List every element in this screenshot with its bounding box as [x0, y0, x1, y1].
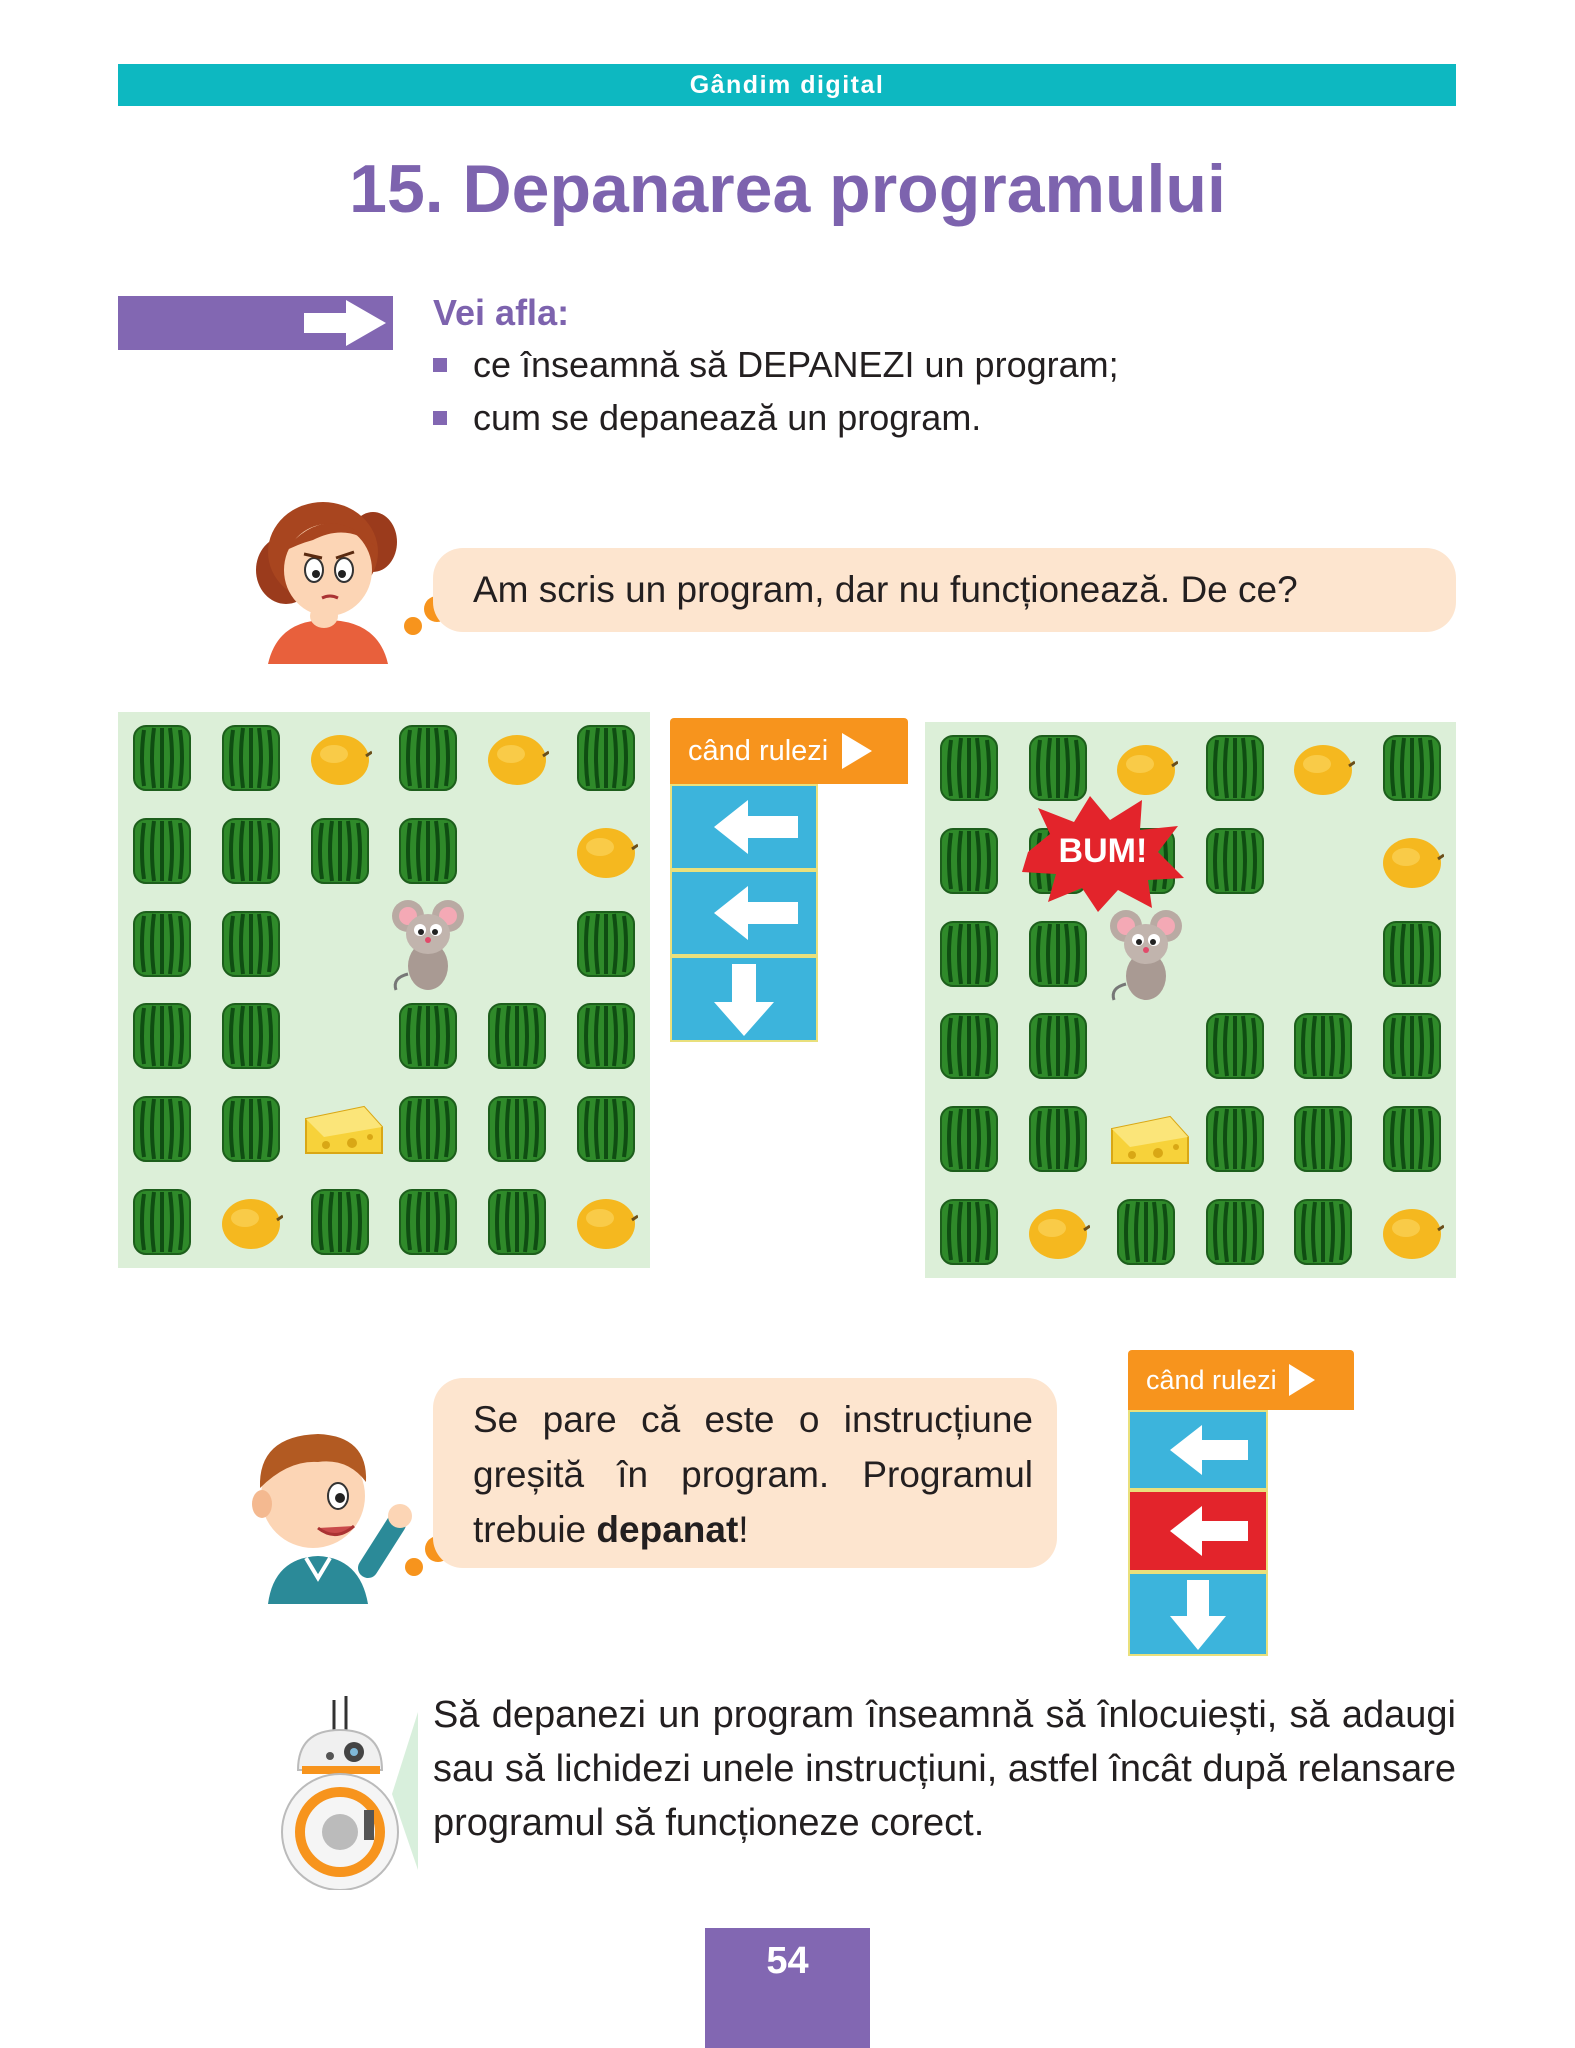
watermelon-icon [485, 1093, 549, 1165]
code-program-debugged [1128, 1350, 1358, 1660]
code-block-left [670, 784, 818, 870]
robot-illustration [268, 1694, 428, 1890]
cheese-icon [304, 1093, 384, 1165]
game-board-after [925, 722, 1456, 1278]
code-program-initial [670, 718, 910, 1038]
code-start-block [670, 718, 908, 784]
code-block-left [670, 870, 818, 956]
watermelon-icon [937, 732, 1001, 804]
melon-icon [308, 722, 372, 794]
objective-text: cum se depanează un program. [473, 397, 982, 438]
melon-icon [485, 722, 549, 794]
arrow-right-icon [118, 296, 393, 350]
watermelon-icon [396, 815, 460, 887]
arrow-down-icon [1130, 1574, 1266, 1654]
watermelon-icon [396, 1093, 460, 1165]
watermelon-icon [219, 908, 283, 980]
crash-burst-icon [1018, 792, 1188, 912]
watermelon-icon [485, 1000, 549, 1072]
watermelon-icon [130, 908, 194, 980]
arrow-left-icon [672, 872, 816, 954]
watermelon-icon [1380, 918, 1444, 990]
code-start-label: când rulezi [1146, 1364, 1277, 1395]
mouse-icon [388, 894, 468, 994]
watermelon-icon [130, 1000, 194, 1072]
watermelon-icon [1380, 1103, 1444, 1175]
watermelon-icon [396, 1000, 460, 1072]
melon-icon [1380, 1196, 1444, 1268]
crash-label: BUM! [1058, 832, 1148, 870]
watermelon-icon [1203, 732, 1267, 804]
girl-speech-bubble [433, 548, 1456, 632]
boy-speech-bold: depanat [596, 1509, 739, 1550]
arrow-left-icon [1130, 1492, 1266, 1570]
watermelon-icon [1026, 918, 1090, 990]
objective-item [433, 344, 1119, 386]
bullet-icon [433, 411, 447, 425]
thought-dot-small [405, 1558, 423, 1576]
watermelon-icon [1203, 825, 1267, 897]
melon-icon [219, 1186, 283, 1258]
play-icon [1287, 1362, 1317, 1398]
learn-heading: Vei afla: [433, 292, 570, 333]
page-number-box [705, 1928, 870, 2048]
code-start-label: când rulezi [688, 734, 829, 767]
arrow-banner [118, 296, 393, 350]
watermelon-icon [1203, 1196, 1267, 1268]
code-block-left-error [1128, 1490, 1268, 1572]
bullet-icon [433, 358, 447, 372]
watermelon-icon [396, 1186, 460, 1258]
girl-speech-text: Am scris un program, dar nu funcționează. De ce? [473, 569, 1298, 610]
watermelon-icon [308, 1186, 372, 1258]
code-block-down [670, 956, 818, 1042]
watermelon-icon [396, 722, 460, 794]
watermelon-icon [1114, 1196, 1178, 1268]
watermelon-icon [937, 1103, 1001, 1175]
watermelon-icon [219, 1093, 283, 1165]
arrow-left-icon [1130, 1412, 1266, 1488]
cheese-icon [1110, 1103, 1190, 1175]
game-board-before [118, 712, 650, 1268]
objective-text: ce înseamnă să DEPANEZI un program; [473, 344, 1119, 385]
watermelon-icon [1291, 1010, 1355, 1082]
watermelon-icon [937, 1010, 1001, 1082]
arrow-left-icon [672, 786, 816, 868]
melon-icon [574, 1186, 638, 1258]
definition-text: Să depanezi un program înseamnă să înlocuiești, să adaugi sau să lichidezi unele instrucțiuni, astfel încât după relansare programul să funcționeze corect. [433, 1694, 1456, 1844]
watermelon-icon [937, 825, 1001, 897]
watermelon-icon [308, 815, 372, 887]
objective-item [433, 397, 981, 439]
watermelon-icon [1026, 1103, 1090, 1175]
boy-speech-bubble [433, 1378, 1057, 1568]
watermelon-icon [1291, 1196, 1355, 1268]
watermelon-icon [130, 1186, 194, 1258]
watermelon-icon [574, 1093, 638, 1165]
watermelon-icon [937, 1196, 1001, 1268]
watermelon-icon [130, 722, 194, 794]
watermelon-icon [574, 722, 638, 794]
melon-icon [1380, 825, 1444, 897]
watermelon-icon [130, 1093, 194, 1165]
watermelon-icon [574, 908, 638, 980]
code-block-down [1128, 1572, 1268, 1656]
header-band-text: Gândim digital [689, 70, 885, 99]
melon-icon [574, 815, 638, 887]
watermelon-icon [1026, 1010, 1090, 1082]
page-title: 15. Depanarea programului [349, 151, 1226, 227]
watermelon-icon [574, 1000, 638, 1072]
arrow-down-icon [672, 958, 816, 1040]
melon-icon [1026, 1196, 1090, 1268]
girl-thinking-illustration [238, 492, 398, 664]
watermelon-icon [485, 1186, 549, 1258]
watermelon-icon [219, 815, 283, 887]
page-number: 54 [766, 1940, 809, 1982]
watermelon-icon [1291, 1103, 1355, 1175]
watermelon-icon [1203, 1103, 1267, 1175]
watermelon-icon [219, 1000, 283, 1072]
watermelon-icon [1380, 732, 1444, 804]
header-band [118, 64, 1456, 106]
boy-speech-end: ! [738, 1509, 749, 1550]
thought-dot-small [404, 617, 422, 635]
watermelon-icon [937, 918, 1001, 990]
watermelon-icon [1203, 1010, 1267, 1082]
mouse-icon [1106, 904, 1186, 1004]
boy-waving-illustration [218, 1418, 414, 1604]
code-block-left [1128, 1410, 1268, 1490]
play-icon [840, 731, 874, 771]
code-start-block [1128, 1350, 1354, 1410]
boy-speech-text: Se pare că este o instrucțiune greșită în program. Programul trebuie [473, 1399, 1033, 1550]
melon-icon [1291, 732, 1355, 804]
watermelon-icon [130, 815, 194, 887]
watermelon-icon [1380, 1010, 1444, 1082]
watermelon-icon [219, 722, 283, 794]
